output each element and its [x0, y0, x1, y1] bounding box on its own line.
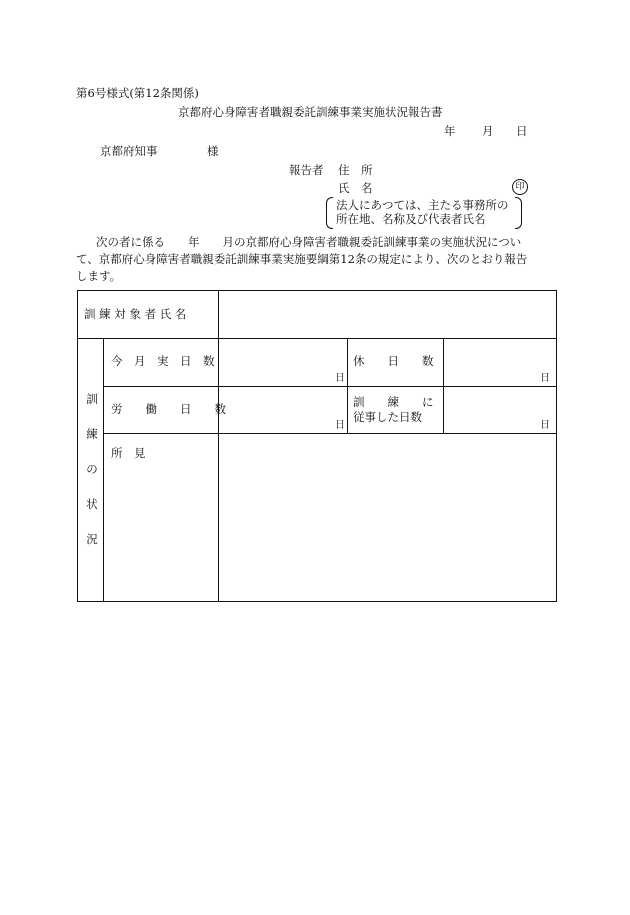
reporter-address-label: 住 所: [338, 163, 373, 177]
corporation-note-line1: 法人にあつては、主たる事務所の: [336, 198, 509, 212]
addressee: 京都府知事: [100, 144, 158, 158]
work-days-unit: 日: [335, 420, 345, 431]
opinion-label: 所 見: [111, 446, 146, 460]
left-bracket: [326, 197, 333, 229]
date-day: 日: [516, 124, 528, 138]
reporter-name-label: 氏 名: [338, 181, 373, 195]
status-section-label: [84, 392, 100, 567]
seal-mark: 印: [512, 179, 528, 195]
body-text: [76, 234, 562, 285]
body-line-3: します。: [76, 269, 122, 283]
training-days-label-2: 従事した日数: [353, 410, 422, 424]
form-number: 第6号様式(第12条関係): [76, 86, 199, 100]
status-char-5: 況: [86, 532, 98, 546]
status-char-4: 状: [86, 497, 98, 511]
col-divider-section: [103, 338, 104, 602]
monthly-days-field[interactable]: [219, 339, 347, 386]
monthly-days-unit: 日: [335, 373, 345, 384]
rest-days-field[interactable]: [444, 339, 556, 386]
work-days-field[interactable]: [219, 387, 347, 433]
trainee-name-label: 訓 練 対 象 者 氏 名: [84, 307, 187, 321]
training-days-unit: 日: [540, 420, 550, 431]
document-title: 京都府心身障害者職親委託訓練事業実施状況報告書: [178, 105, 443, 119]
corporation-note: [326, 197, 522, 229]
date-year: 年: [444, 124, 456, 138]
col-divider-mid: [347, 338, 348, 433]
opinion-field[interactable]: [219, 434, 556, 601]
training-days-label-1: 訓 練 に: [353, 395, 434, 409]
date-month: 月: [482, 124, 494, 138]
addressee-honorific: 様: [207, 144, 219, 158]
trainee-name-field[interactable]: [219, 291, 556, 338]
status-char-2: 練: [86, 427, 98, 441]
monthly-days-label: 今 月 実 日 数: [111, 354, 215, 368]
work-days-label: 労 働 日 数: [111, 402, 226, 416]
rest-days-label: 休 日 数: [353, 354, 434, 368]
body-line-2: て、京都府心身障害者職親委託訓練事業実施要綱第12条の規定により、次のとおり報告: [76, 252, 528, 266]
reporter-label: 報告者: [289, 163, 324, 177]
status-char-1: 訓: [86, 392, 98, 406]
body-line-1: 次の者に係る 年 月の京都府心身障害者職親委託訓練事業の実施状況につい: [96, 235, 522, 249]
training-days-field[interactable]: [444, 387, 556, 433]
status-char-3: の: [86, 462, 98, 476]
right-bracket: [515, 197, 522, 229]
rest-days-unit: 日: [540, 373, 550, 384]
corporation-note-line2: 所在地、名称及び代表者氏名: [336, 212, 486, 226]
